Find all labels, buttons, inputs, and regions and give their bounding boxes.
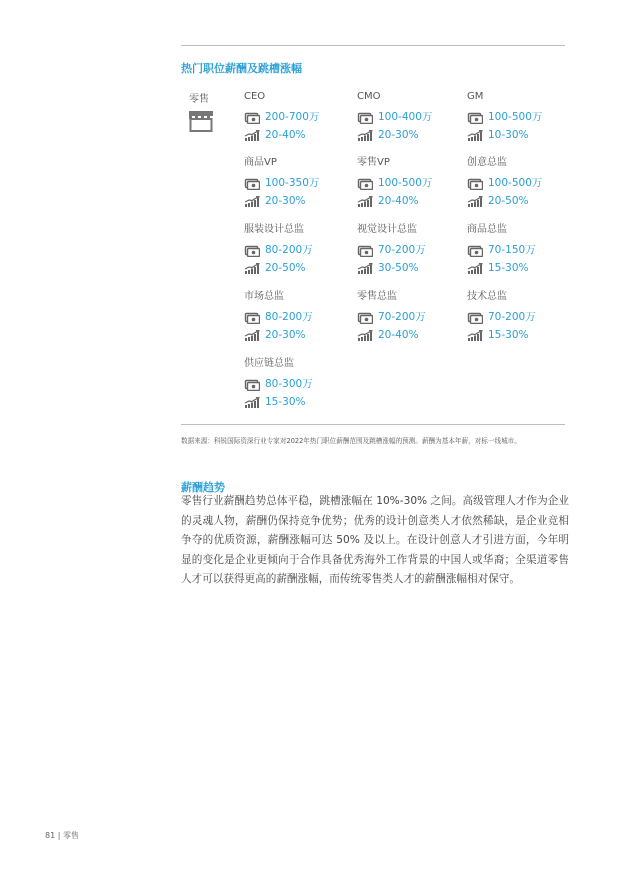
raise-range: 30-50% [378,262,419,274]
position-cell [244,223,354,276]
raise-range: 15-30% [488,262,529,274]
growth-chart-icon [244,263,265,275]
money-icon [467,178,488,190]
growth-chart-icon [244,330,265,342]
growth-chart-icon [244,130,265,142]
growth-chart-icon [357,263,378,275]
sector-label: 零售 [189,94,209,105]
position-title: CMO [357,91,381,102]
money-icon [244,245,265,257]
raise-range: 20-40% [378,195,419,207]
growth-chart-icon [357,196,378,208]
money-icon [244,312,265,324]
growth-chart-icon [244,397,265,409]
growth-chart-icon [467,130,488,142]
section-title: 热门职位薪酬及跳槽涨幅 [181,62,302,75]
raise-range: 15-30% [488,329,529,341]
position-title: 视觉设计总监 [357,224,417,235]
money-icon [244,379,265,391]
salary-range: 100-500万 [488,111,543,123]
raise-range: 20-30% [265,195,306,207]
trend-paragraph: 零售行业薪酬趋势总体平稳，跳槽涨幅在 10%-30% 之间。高级管理人才作为企业的灵魂人物，薪酬仍保持竞争优势；优秀的设计创意类人才依然稀缺，是企业竞相争夺的优质资源，薪酬涨幅可达 50% 及以上。在设计创意人才引进方面，今年明显的变化是企业更倾向于合作具备优秀海外工作背景的中国人或华裔；全渠道零售人才可以获得更高的薪酬涨幅，而传统零售类人才的薪酬涨幅相对保守。 [181,495,569,586]
raise-range: 20-50% [488,195,529,207]
position-cell [357,156,467,209]
growth-chart-icon [357,330,378,342]
position-cell [244,90,354,143]
position-title: 市场总监 [244,291,284,302]
salary-range: 70-200万 [378,311,426,323]
money-icon [244,178,265,190]
position-cell [244,156,354,209]
raise-range: 20-50% [265,262,306,274]
position-title: 商品VP [244,157,277,168]
position-cell [467,290,577,343]
position-title: 零售VP [357,157,390,168]
salary-range: 100-400万 [378,111,433,123]
salary-range: 70-150万 [488,244,536,256]
salary-range: 70-200万 [488,311,536,323]
position-cell [467,90,577,143]
raise-range: 20-40% [378,329,419,341]
salary-range: 80-300万 [265,378,313,390]
salary-range: 200-700万 [265,111,320,123]
bottom-divider [181,424,565,425]
position-title: GM [467,91,484,102]
money-icon [357,178,378,190]
shop-icon [188,110,214,132]
money-icon [357,312,378,324]
raise-range: 20-30% [378,129,419,141]
money-icon [467,245,488,257]
salary-range: 70-200万 [378,244,426,256]
salary-range: 100-500万 [488,177,543,189]
position-title: 服装设计总监 [244,224,304,235]
salary-range: 80-200万 [265,311,313,323]
money-icon [357,245,378,257]
growth-chart-icon [244,196,265,208]
position-title: 创意总监 [467,157,507,168]
position-cell [357,290,467,343]
position-cell [467,156,577,209]
salary-range: 100-500万 [378,177,433,189]
raise-range: 20-40% [265,129,306,141]
top-divider [181,45,565,46]
growth-chart-icon [357,130,378,142]
money-icon [357,112,378,124]
position-cell [357,223,467,276]
position-cell [244,290,354,343]
growth-chart-icon [467,330,488,342]
salary-range: 100-350万 [265,177,320,189]
position-title: 供应链总监 [244,358,294,369]
position-cell [244,357,354,410]
raise-range: 15-30% [265,396,306,408]
position-title: 商品总监 [467,224,507,235]
money-icon [467,112,488,124]
raise-range: 20-30% [265,329,306,341]
position-title: 技术总监 [467,291,507,302]
salary-range: 80-200万 [265,244,313,256]
trend-title: 薪酬趋势 [181,481,225,494]
money-icon [244,112,265,124]
source-note: 数据来源：科锐国际资深行业专家对2022年热门职位薪酬范围及跳槽涨幅的预测。薪酬为基本年薪，对标一线城市。 [181,437,521,445]
position-title: 零售总监 [357,291,397,302]
growth-chart-icon [467,263,488,275]
position-cell [357,90,467,143]
page-footer: 81 | 零售 [45,831,79,840]
position-title: CEO [244,91,266,102]
raise-range: 10-30% [488,129,529,141]
money-icon [467,312,488,324]
growth-chart-icon [467,196,488,208]
position-cell [467,223,577,276]
